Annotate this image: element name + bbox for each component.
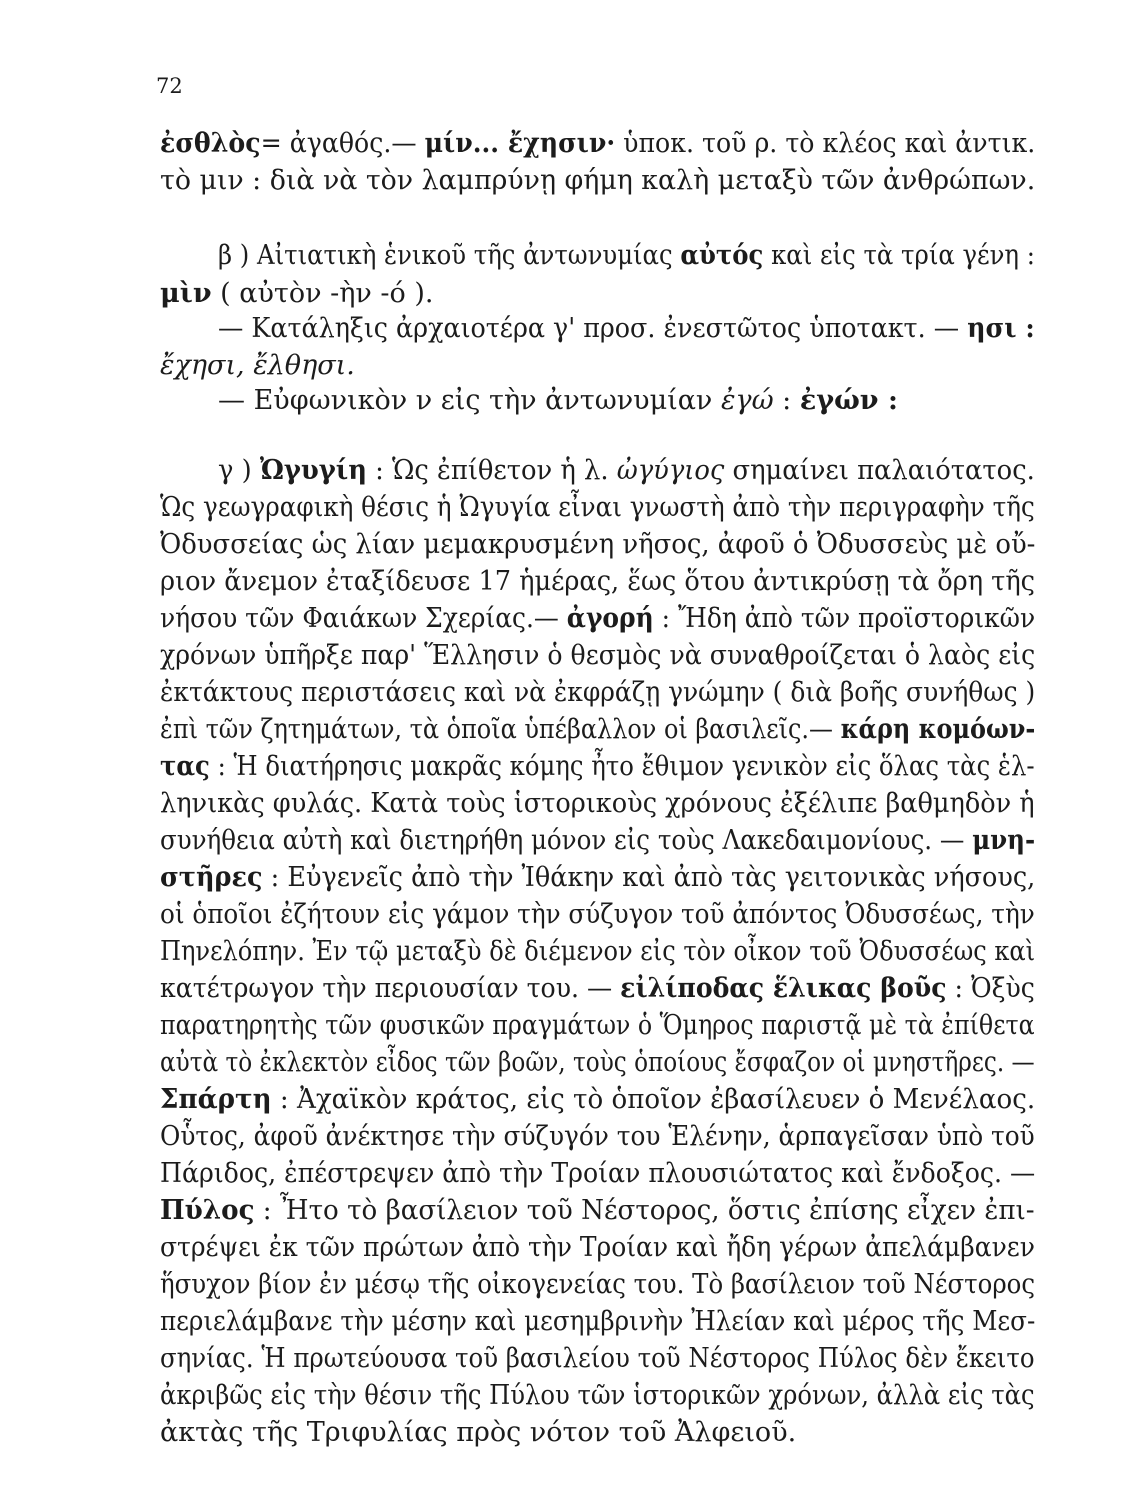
- text-segment: γ ): [218, 455, 260, 486]
- text-line: [160, 278, 433, 310]
- text-segment: ( αὐτὸν -ὴν -ό ).: [211, 278, 434, 309]
- lemma-term: ἐσθλὸς: [160, 128, 261, 159]
- italic-term: ἔχησι, ἔλθησι.: [160, 350, 355, 381]
- text-segment: Ὀδυσσείας ὡς λίαν μεμακρυσμένη νῆσος, ἀφοῦ ὁ Ὀδυσσεὺς μὲ οὔ-: [160, 529, 1036, 560]
- lemma-term: μνη-: [972, 825, 1036, 856]
- text-line: [218, 455, 1035, 487]
- lemma-term: ἀγορή: [566, 603, 654, 634]
- lemma-term: ησι :: [967, 313, 1035, 344]
- text-line: [160, 862, 1035, 894]
- text-segment: ἀκτὰς τῆς Τριφυλίας πρὸς νότον τοῦ Ἀλφειοῦ.: [160, 1417, 797, 1448]
- text-line: [160, 603, 1035, 635]
- text-segment: τὸ μιν : διὰ νὰ τὸν λαμπρύνῃ φήμη καλὴ μεταξὺ τῶν ἀνθρώπων.: [160, 165, 1036, 196]
- page-number: 72: [156, 74, 183, 98]
- lemma-term: τας: [160, 751, 210, 782]
- text-segment: : Ἡ διατήρησις μακρᾶς κόμης ἦτο ἔθιμον γενικὸν εἰς ὅλας τὰς ἑλ-: [209, 751, 1035, 782]
- text-line: [218, 385, 898, 417]
- italic-term: ὠγύγιος: [616, 455, 725, 486]
- text-line: [160, 1269, 1035, 1301]
- text-segment: — Εὐφωνικὸν ν εἰς τὴν ἀντωνυμίαν: [218, 385, 721, 416]
- text-line: [160, 1417, 796, 1449]
- text-line: [160, 1121, 1035, 1153]
- text-segment: σημαίνει παλαιότατος.: [724, 455, 1035, 486]
- lemma-term: Πύλος: [160, 1195, 255, 1226]
- text-segment: ἐκτάκτους περιστάσεις καὶ νὰ ἐκφράζῃ γνώμην ( διὰ βοῆς συνήθως ): [160, 677, 1036, 708]
- text-segment: = ἀγαθός.—: [260, 128, 425, 159]
- text-segment: Πάριδος, ἐπέστρεψεν ἀπὸ τὴν Τροίαν πλουσιώτατος καὶ ἔνδοξος. —: [160, 1158, 1036, 1189]
- text-line: [160, 899, 1035, 931]
- text-segment: ληνικὰς φυλάς. Κατὰ τοὺς ἱστορικοὺς χρόνους ἐξέλιπε βαθμηδὸν ἡ: [160, 788, 1035, 819]
- text-segment: : Ὡς ἐπίθετον ἡ λ.: [366, 455, 617, 486]
- text-segment: στρέψει ἐκ τῶν πρώτων ἀπὸ τὴν Τροίαν καὶ ἤδη γέρων ἀπελάμβανεν: [160, 1232, 1035, 1263]
- text-line: [160, 492, 1035, 524]
- text-segment: : Εὐγενεῖς ἀπὸ τὴν Ἰθάκην καὶ ἀπὸ τὰς γειτονικὰς νήσους,: [262, 862, 1036, 893]
- lemma-term: αὐτός: [680, 240, 764, 271]
- text-line: [218, 313, 1035, 345]
- text-line: [218, 240, 1035, 272]
- text-line: [160, 936, 1035, 968]
- italic-term: ἐγώ: [720, 385, 774, 416]
- text-segment: σηνίας. Ἡ πρωτεύουσα τοῦ βασιλείου τοῦ Νέστορος Πύλος δὲν ἔκειτο: [160, 1343, 1035, 1374]
- lemma-term: μὶν: [160, 278, 212, 309]
- text-line: [160, 1047, 1035, 1079]
- text-segment: ἀκριβῶς εἰς τὴν θέσιν τῆς Πύλου τῶν ἱστορικῶν χρόνων, ἀλλὰ εἰς τὰς: [160, 1380, 1035, 1411]
- text-line: [160, 529, 1035, 561]
- text-line: [160, 350, 355, 382]
- text-segment: καὶ εἰς τὰ τρία γένη :: [763, 240, 1035, 271]
- text-segment: ὑποκ. τοῦ ρ. τὸ κλέος καὶ ἀντικ.: [615, 128, 1036, 159]
- text-segment: οἱ ὁποῖοι ἐζήτουν εἰς γάμον τὴν σύζυγον τοῦ ἀπόντος Ὀδυσσέως, τὴν: [160, 899, 1035, 930]
- text-segment: νήσου τῶν Φαιάκων Σχερίας.—: [160, 603, 567, 634]
- text-line: [160, 1306, 1035, 1338]
- text-segment: Ὡς γεωγραφικὴ θέσις ἡ Ὠγυγία εἶναι γνωστὴ ἀπὸ τὴν περιγραφὴν τῆς: [160, 492, 1035, 523]
- text-segment: β ) Αἰτιατικὴ ἑνικοῦ τῆς ἀντωνυμίας: [218, 240, 681, 271]
- text-line: [160, 825, 1035, 857]
- text-segment: περιελάμβανε τὴν μέσην καὶ μεσημβρινὴν Ἠλείαν καὶ μέρος τῆς Μεσ-: [160, 1306, 1036, 1337]
- text-line: [160, 1195, 1035, 1227]
- text-line: [160, 1380, 1035, 1412]
- text-segment: παρατηρητὴς τῶν φυσικῶν πραγμάτων ὁ Ὅμηρος παριστᾷ μὲ τὰ ἐπίθετα: [160, 1010, 1035, 1041]
- text-line: [160, 714, 1035, 746]
- lemma-term: Σπάρτη: [160, 1084, 272, 1115]
- text-line: [160, 128, 1035, 160]
- text-line: [160, 640, 1035, 672]
- text-line: [160, 973, 1035, 1005]
- text-segment: αὐτὰ τὸ ἐκλεκτὸν εἶδος τῶν βοῶν, τοὺς ὁποίους ἔσφαζον οἱ μνηστῆρες. —: [160, 1047, 1035, 1078]
- text-segment: : Ἦτο τὸ βασίλειον τοῦ Νέστορος, ὅστις ἐπίσης εἶχεν ἐπι-: [254, 1195, 1035, 1226]
- text-segment: ἐπὶ τῶν ζητημάτων, τὰ ὁποῖα ὑπέβαλλον οἱ βασιλεῖς.—: [160, 714, 841, 745]
- text-segment: :: [773, 385, 800, 416]
- text-line: [160, 1158, 1035, 1190]
- text-segment: χρόνων ὑπῆρξε παρ' Ἕλλησιν ὁ θεσμὸς νὰ συναθροίζεται ὁ λαὸς εἰς: [160, 640, 1036, 671]
- text-line: [160, 165, 1035, 197]
- text-segment: συνήθεια αὐτὴ καὶ διετηρήθη μόνον εἰς τοὺς Λακεδαιμονίους. —: [160, 825, 973, 856]
- text-line: [160, 1084, 1035, 1116]
- lemma-term: στῆρες: [160, 862, 263, 893]
- lemma-term: ἐγών :: [799, 385, 898, 416]
- text-segment: ἥσυχον βίον ἐν μέσῳ τῆς οἰκογενείας του. Τὸ βασίλειον τοῦ Νέστορος: [160, 1269, 1036, 1300]
- text-line: [160, 1343, 1035, 1375]
- text-line: [160, 1232, 1035, 1264]
- text-segment: : Ὀξὺς: [946, 973, 1035, 1004]
- lemma-term: κάρη κομόων-: [840, 714, 1036, 745]
- text-segment: Οὗτος, ἀφοῦ ἀνέκτησε τὴν σύζυγόν του Ἑλένην, ἁρπαγεῖσαν ὑπὸ τοῦ: [160, 1121, 1035, 1152]
- text-line: [160, 751, 1035, 783]
- text-line: [160, 788, 1035, 820]
- text-line: [160, 677, 1035, 709]
- lemma-term: Ὠγυγίη: [259, 455, 367, 486]
- lemma-term: εἰλίποδας ἕλικας βοῦς: [620, 973, 947, 1004]
- text-segment: κατέτρωγον τὴν περιουσίαν του. —: [160, 973, 621, 1004]
- text-line: [160, 1010, 1035, 1042]
- text-segment: : Ἤδη ἀπὸ τῶν προϊστορικῶν: [653, 603, 1036, 634]
- text-segment: : Ἀχαϊκὸν κράτος, εἰς τὸ ὁποῖον ἐβασίλευεν ὁ Μενέλαος.: [271, 1084, 1036, 1115]
- text-segment: ριον ἄνεμον ἐταξίδευσε 17 ἡμέρας, ἕως ὅτου ἀντικρύσῃ τὰ ὄρη τῆς: [160, 566, 1036, 597]
- text-segment: — Κατάληξις ἀρχαιοτέρα γ' προσ. ἐνεστῶτος ὑποτακτ. —: [218, 313, 968, 344]
- text-segment: Πηνελόπην. Ἐν τῷ μεταξὺ δὲ διέμενον εἰς τὸν οἶκον τοῦ Ὀδυσσέως καὶ: [160, 936, 1036, 967]
- text-line: [160, 566, 1035, 598]
- lemma-term: μίν... ἔχησιν·: [424, 128, 616, 159]
